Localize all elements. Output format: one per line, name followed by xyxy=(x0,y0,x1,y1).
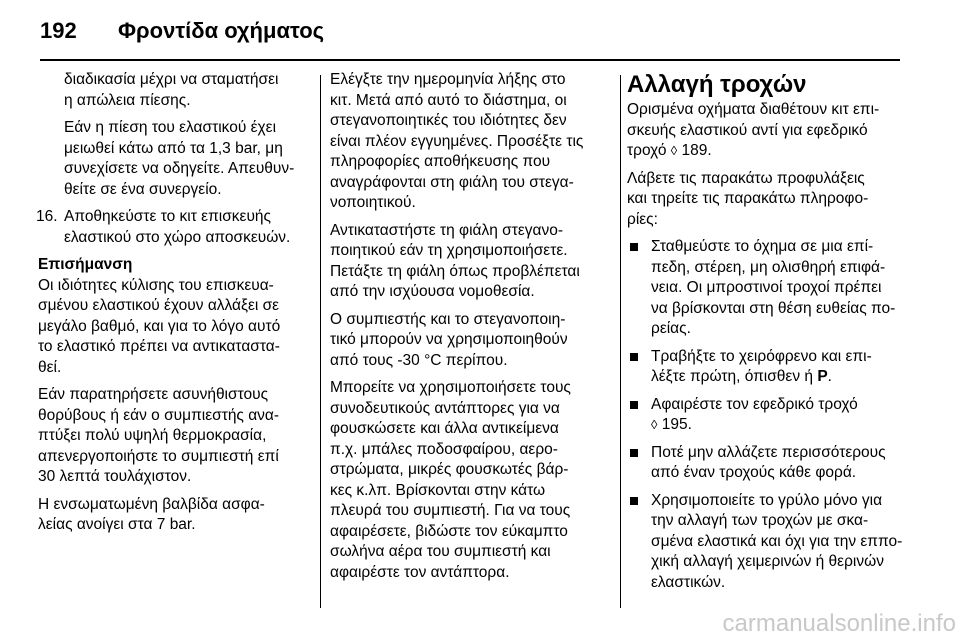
text-line: Οι ιδιότητες κύλισης του επισκευα- xyxy=(38,276,274,294)
step-number: 16. xyxy=(36,208,58,225)
text-line: ρίες: xyxy=(627,210,658,228)
text-run: . xyxy=(827,368,832,385)
bullet-item xyxy=(627,237,907,340)
text-line: θορύβους ή εάν ο συμπιεστής ανα- xyxy=(38,406,280,424)
text-line: σωλήνα αέρα του συμπιεστή και xyxy=(330,543,551,560)
text-line: μειωθεί κάτω από τα 1,3 bar, μη xyxy=(64,139,283,157)
text-line: κες κ.λπ. Βρίσκονται στην κάτω xyxy=(330,481,546,499)
note-paragraph xyxy=(38,495,306,536)
text-line: συνοδευτικούς αντάπτορες για να xyxy=(330,399,560,417)
text-line: Μπορείτε να χρησιμοποιήσετε τους xyxy=(330,379,571,396)
text-line: Ποτέ μην αλλάζετε περισσότερους xyxy=(651,443,886,461)
text-line: σμένα ελαστικά και όχι για την εππο- xyxy=(651,532,903,550)
column-divider xyxy=(620,75,621,608)
text-line: φουσκώσετε και άλλα αντικείμενα xyxy=(330,420,559,437)
bullet-square-icon xyxy=(630,497,638,505)
text-line: διαδικασία μέχρι να σταματήσει xyxy=(64,71,279,88)
text-line: τικό μπορούν να χρησιμοποιηθούν xyxy=(330,331,568,348)
text-line: και τηρείτε τις παρακάτω πληροφο- xyxy=(627,190,869,207)
text-line: Ορισμένα οχήματα διαθέτουν κιτ επι- xyxy=(627,101,880,118)
bullet-square-icon xyxy=(630,353,638,361)
text-line: να βρίσκονται στη θέση ευθείας πο- xyxy=(651,299,896,317)
bullet-square-icon xyxy=(630,243,638,251)
paragraph xyxy=(627,169,907,231)
text-run: λέξτε πρώτη, όπισθεν ή xyxy=(651,368,818,385)
text-line xyxy=(651,367,907,388)
text-line: Λάβετε τις παρακάτω προφυλάξεις xyxy=(627,169,865,187)
page-reference-icon: ◊ xyxy=(651,417,658,432)
bullet-square-icon xyxy=(630,449,638,457)
column-divider xyxy=(320,75,321,608)
text-line: Ελέγξτε την ημερομηνία λήξης στο xyxy=(330,71,566,88)
text-line: π.χ. μπάλες ποδοσφαίρου, αερο- xyxy=(330,440,558,458)
watermark: carmanualsonline.info xyxy=(722,610,956,637)
text-line: Αντικαταστήστε τη φιάλη στεγανο- xyxy=(330,221,563,239)
column-2 xyxy=(330,70,610,590)
text-line: Χρησιμοποιείτε το γρύλο μόνο για xyxy=(651,491,883,509)
text-line: συνεχίσετε να οδηγείτε. Απευθυν- xyxy=(64,160,295,177)
text-line: ελαστικών. xyxy=(651,573,726,591)
text-line: αφαιρέσετε, βιδώστε τον εύκαμπτο xyxy=(330,522,568,540)
step-16 xyxy=(38,207,306,248)
text-line: Σταθμεύστε το όχημα σε μια επί- xyxy=(651,238,874,255)
note-heading: Επισήμανση xyxy=(38,256,133,273)
paragraph xyxy=(330,70,610,214)
text-line: Πετάξτε τη φιάλη όπως προβλέπεται xyxy=(330,262,580,280)
text-line: η απώλεια πίεσης. xyxy=(64,91,191,109)
note-paragraph xyxy=(38,276,306,379)
text-line: σκευής ελαστικού αντί για εφεδρικό xyxy=(627,121,868,139)
text-run: τροχό xyxy=(627,142,671,159)
page-reference-link[interactable]: 195. xyxy=(657,416,692,433)
bullet-item xyxy=(627,347,907,388)
text-line: ρείας. xyxy=(651,320,691,337)
section-heading: Αλλαγή τροχών xyxy=(627,71,807,98)
text-line: ελαστικού στο χώρο αποσκευών. xyxy=(64,228,291,246)
text-line: νεια. Οι μπροστινοί τροχοί πρέπει xyxy=(651,279,882,296)
page-reference-link[interactable]: 189. xyxy=(677,142,712,159)
page-title: Φροντίδα οχήματος xyxy=(118,18,325,43)
text-line: Ο συμπιεστής και το στεγανοποιη- xyxy=(330,310,566,328)
note-paragraph xyxy=(38,385,306,488)
text-line xyxy=(651,415,907,436)
text-line: πεδη, στέρεη, μη ολισθηρή επιφά- xyxy=(651,258,886,276)
column-3 xyxy=(627,70,907,600)
text-line: από έναν τροχούς κάθε φορά. xyxy=(651,464,857,481)
text-line: πτύξει πολύ υψηλή θερμοκρασία, xyxy=(38,427,267,444)
text-line: πλευρά του συμπιεστή. Για να τους xyxy=(330,502,571,519)
text-line: Η ενσωματωμένη βαλβίδα ασφα- xyxy=(38,495,265,513)
gear-p-label: P xyxy=(817,368,828,385)
text-line: την αλλαγή των τροχών με σκα- xyxy=(651,512,869,529)
text-line: αναγράφονται στη φιάλη του στεγα- xyxy=(330,173,574,191)
text-line: χική αλλαγή χειμερινών ή θερινών xyxy=(651,553,884,570)
page-reference-icon: ◊ xyxy=(670,143,678,158)
text-line: θείτε σε ένα συνεργείο. xyxy=(64,180,222,198)
paragraph xyxy=(330,378,610,583)
text-line: 30 λεπτά τουλάχιστον. xyxy=(38,468,192,485)
text-line: αφαιρέστε τον αντάπτορα. xyxy=(330,563,510,581)
paragraph xyxy=(627,100,907,162)
page-number: 192 xyxy=(40,18,77,43)
text-line: πληροφορίες αποθήκευσης που xyxy=(330,153,551,170)
page-header xyxy=(0,0,960,62)
text-line: θεί. xyxy=(38,358,62,376)
text-line: είναι πλέον εγγυημένες. Προσέξτε τις xyxy=(330,132,584,150)
bullet-item xyxy=(627,443,907,484)
text-line: ποιητικού εάν τη χρησιμοποιήσετε. xyxy=(330,242,568,259)
text-line: Αφαιρέστε τον εφεδρικό τροχό xyxy=(651,395,858,413)
text-line: στρώματα, μικρές φουσκωτές βάρ- xyxy=(330,461,569,478)
text-line xyxy=(627,141,907,162)
bullet-item xyxy=(627,491,907,594)
text-line: σμένου ελαστικού έχουν αλλάξει σε xyxy=(38,297,280,314)
text-line: το ελαστικό πρέπει να αντικαταστα- xyxy=(38,338,280,355)
text-line: από την ισχύουσα νομοθεσία. xyxy=(330,283,535,300)
text-line: Τραβήξτε το χειρόφρενο και επι- xyxy=(651,347,872,365)
header-rule xyxy=(40,59,900,61)
step-continuation xyxy=(38,70,306,111)
text-line: απενεργοποιήστε το συμπιεστή επί xyxy=(38,447,279,465)
text-line: Αποθηκεύστε το κιτ επισκευής xyxy=(64,208,272,225)
paragraph xyxy=(330,221,610,303)
paragraph xyxy=(330,310,610,372)
column-1 xyxy=(38,70,306,543)
bullet-square-icon xyxy=(630,401,638,409)
text-line: κιτ. Μετά από αυτό το διάστημα, οι xyxy=(330,91,567,109)
text-line: Εάν παρατηρήσετε ασυνήθιστους xyxy=(38,386,269,403)
bullet-item xyxy=(627,395,907,436)
text-line: μεγάλο βαθμό, και για το λόγο αυτό xyxy=(38,317,281,335)
step-paragraph xyxy=(38,118,306,200)
text-line: νοποιητικού. xyxy=(330,194,416,211)
text-line: στεγανοποιητικές του ιδιότητες δεν xyxy=(330,112,567,129)
text-line: από τους -30 °C περίπου. xyxy=(330,351,508,369)
text-line: λείας ανοίγει στα 7 bar. xyxy=(38,516,196,533)
text-line: Εάν η πίεση του ελαστικού έχει xyxy=(64,119,277,136)
